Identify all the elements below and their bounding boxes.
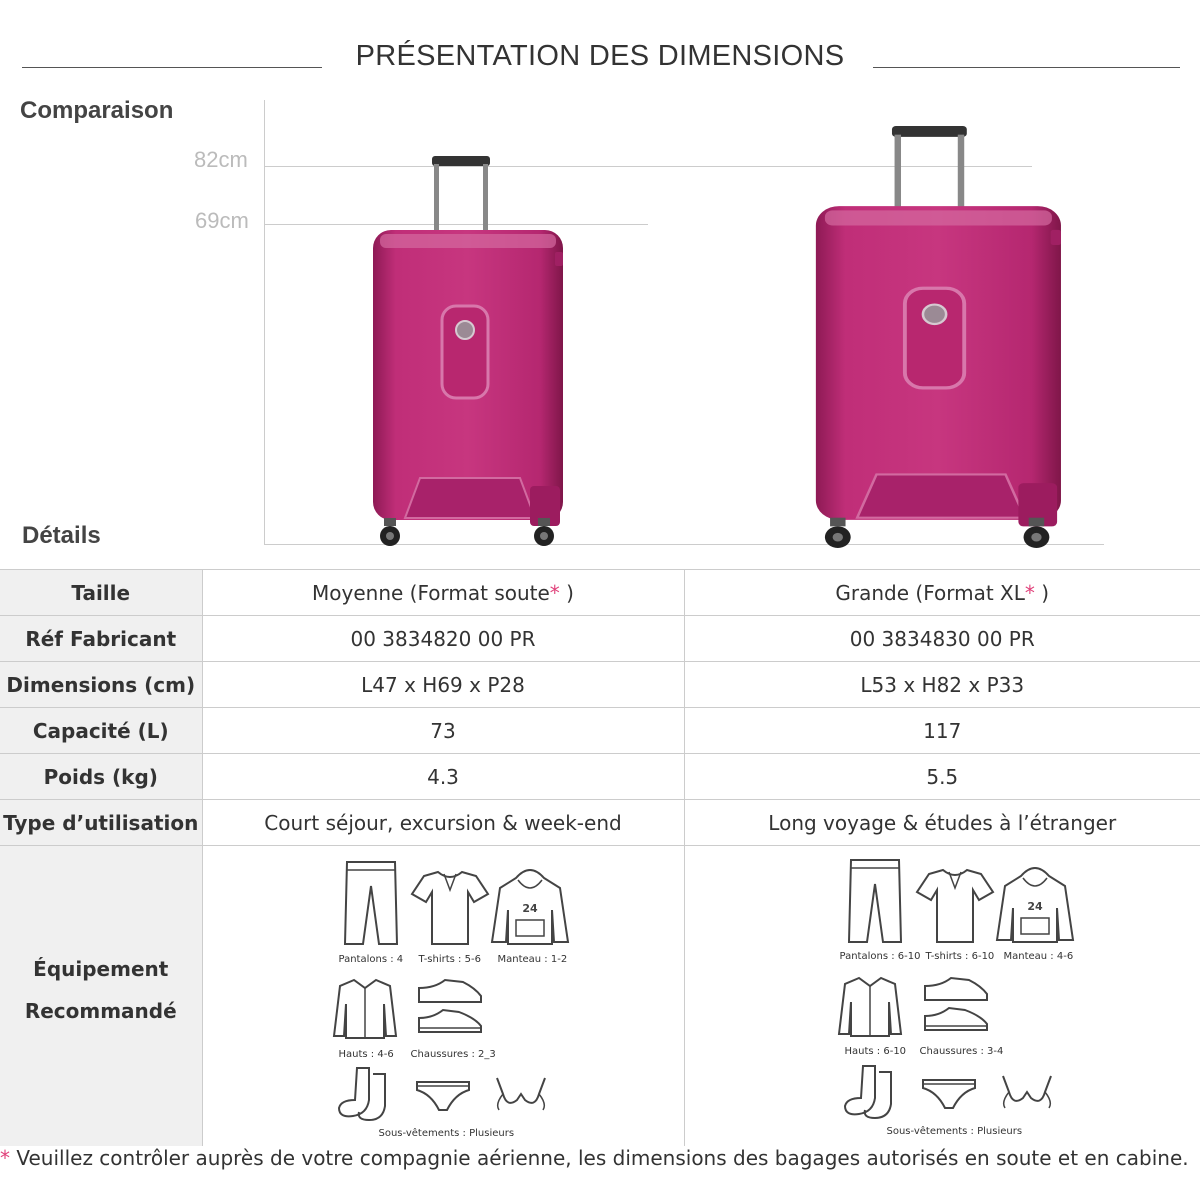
cell-medium-size: Moyenne (Format soute* ) [202, 570, 684, 616]
cell-large-capacity: 117 [684, 708, 1200, 754]
cell-medium-usage: Court séjour, excursion & week-end [202, 800, 684, 846]
cell-medium-dimensions: L47 x H69 x P28 [202, 662, 684, 708]
cell-large-equipment [684, 846, 1200, 1147]
caption-tshirts: T-shirts : 6-10 [925, 951, 995, 962]
caption-shoes: Chaussures : 2_3 [410, 1049, 496, 1060]
row-label-usage: Type d’utilisation [0, 800, 202, 846]
footnote-text: Veuillez contrôler auprès de votre compagnie aérienne, les dimensions des bagages autorisés en soute et en cabine. [10, 1146, 1189, 1170]
cell-large-ref: 00 3834830 00 PR [684, 616, 1200, 662]
equipment-label-line2: Recommandé [24, 999, 177, 1023]
spec-table [0, 569, 1200, 1146]
tick-label-69cm: 69cm [195, 208, 249, 233]
equipment-label-line1: Équipement [33, 957, 169, 981]
svg-text:24: 24 [521, 902, 538, 915]
socks-icon [843, 1064, 903, 1120]
caption-pants: Pantalons : 6-10 [839, 951, 921, 962]
cell-medium-capacity: 73 [202, 708, 684, 754]
caption-shoes: Chaussures : 3-4 [919, 1046, 1004, 1057]
row-label-dimensions: Dimensions (cm) [0, 662, 202, 708]
pants-icon [341, 860, 401, 946]
tshirt-icon [915, 868, 995, 944]
shoes-icon [415, 976, 485, 1036]
table-row [0, 754, 1200, 800]
details-heading: Détails [22, 522, 101, 549]
table-row [0, 800, 1200, 846]
shirt-icon [332, 978, 398, 1040]
row-label-capacity: Capacité (L) [0, 708, 202, 754]
row-label-equipment [0, 846, 202, 1147]
page-title: PRÉSENTATION DES DIMENSIONS [355, 40, 845, 72]
cell-large-dimensions: L53 x H82 x P33 [684, 662, 1200, 708]
tick-label-82cm: 82cm [194, 147, 248, 172]
table-row [0, 570, 1200, 616]
table-row [0, 708, 1200, 754]
table-row [0, 616, 1200, 662]
cell-large-usage: Long voyage & études à l’étranger [684, 800, 1200, 846]
equipment-medium [203, 846, 684, 1146]
cell-large-size: Grande (Format XL* ) [684, 570, 1200, 616]
table-row [0, 846, 1200, 1147]
cell-medium-ref: 00 3834820 00 PR [202, 616, 684, 662]
briefs-icon [415, 1078, 471, 1112]
hoodie-icon [490, 866, 570, 946]
svg-text:24: 24 [1026, 900, 1043, 913]
bra-icon [999, 1072, 1055, 1112]
footnote-star: * [0, 1146, 10, 1170]
caption-pants: Pantalons : 4 [338, 954, 404, 965]
pants-icon [845, 858, 905, 944]
row-label-size: Taille [0, 570, 202, 616]
cell-large-weight: 5.5 [684, 754, 1200, 800]
header-line-right [873, 67, 1180, 68]
caption-underwear: Sous-vêtements : Plusieurs [886, 1126, 1023, 1137]
footnote [0, 1146, 1189, 1170]
row-label-ref: Réf Fabricant [0, 616, 202, 662]
caption-coat: Manteau : 1-2 [497, 954, 568, 965]
row-label-weight: Poids (kg) [0, 754, 202, 800]
table-row [0, 662, 1200, 708]
suitcase-large-image [812, 126, 1070, 548]
caption-coat: Manteau : 4-6 [1003, 951, 1074, 962]
bra-icon [493, 1074, 549, 1114]
equipment-large [685, 846, 1200, 1146]
caption-tops: Hauts : 6-10 [844, 1046, 907, 1057]
cell-medium-weight: 4.3 [202, 754, 684, 800]
hoodie-icon [995, 864, 1075, 944]
briefs-icon [921, 1076, 977, 1110]
tshirt-icon [410, 870, 490, 946]
cell-medium-equipment [202, 846, 684, 1147]
caption-tops: Hauts : 4-6 [338, 1049, 394, 1060]
caption-tshirts: T-shirts : 5-6 [418, 954, 481, 965]
socks-icon [337, 1066, 397, 1122]
suitcase-medium-image [370, 156, 570, 546]
caption-underwear: Sous-vêtements : Plusieurs [378, 1128, 515, 1139]
shoes-icon [921, 974, 991, 1034]
shirt-icon [837, 976, 903, 1038]
comparison-heading: Comparaison [20, 97, 174, 124]
